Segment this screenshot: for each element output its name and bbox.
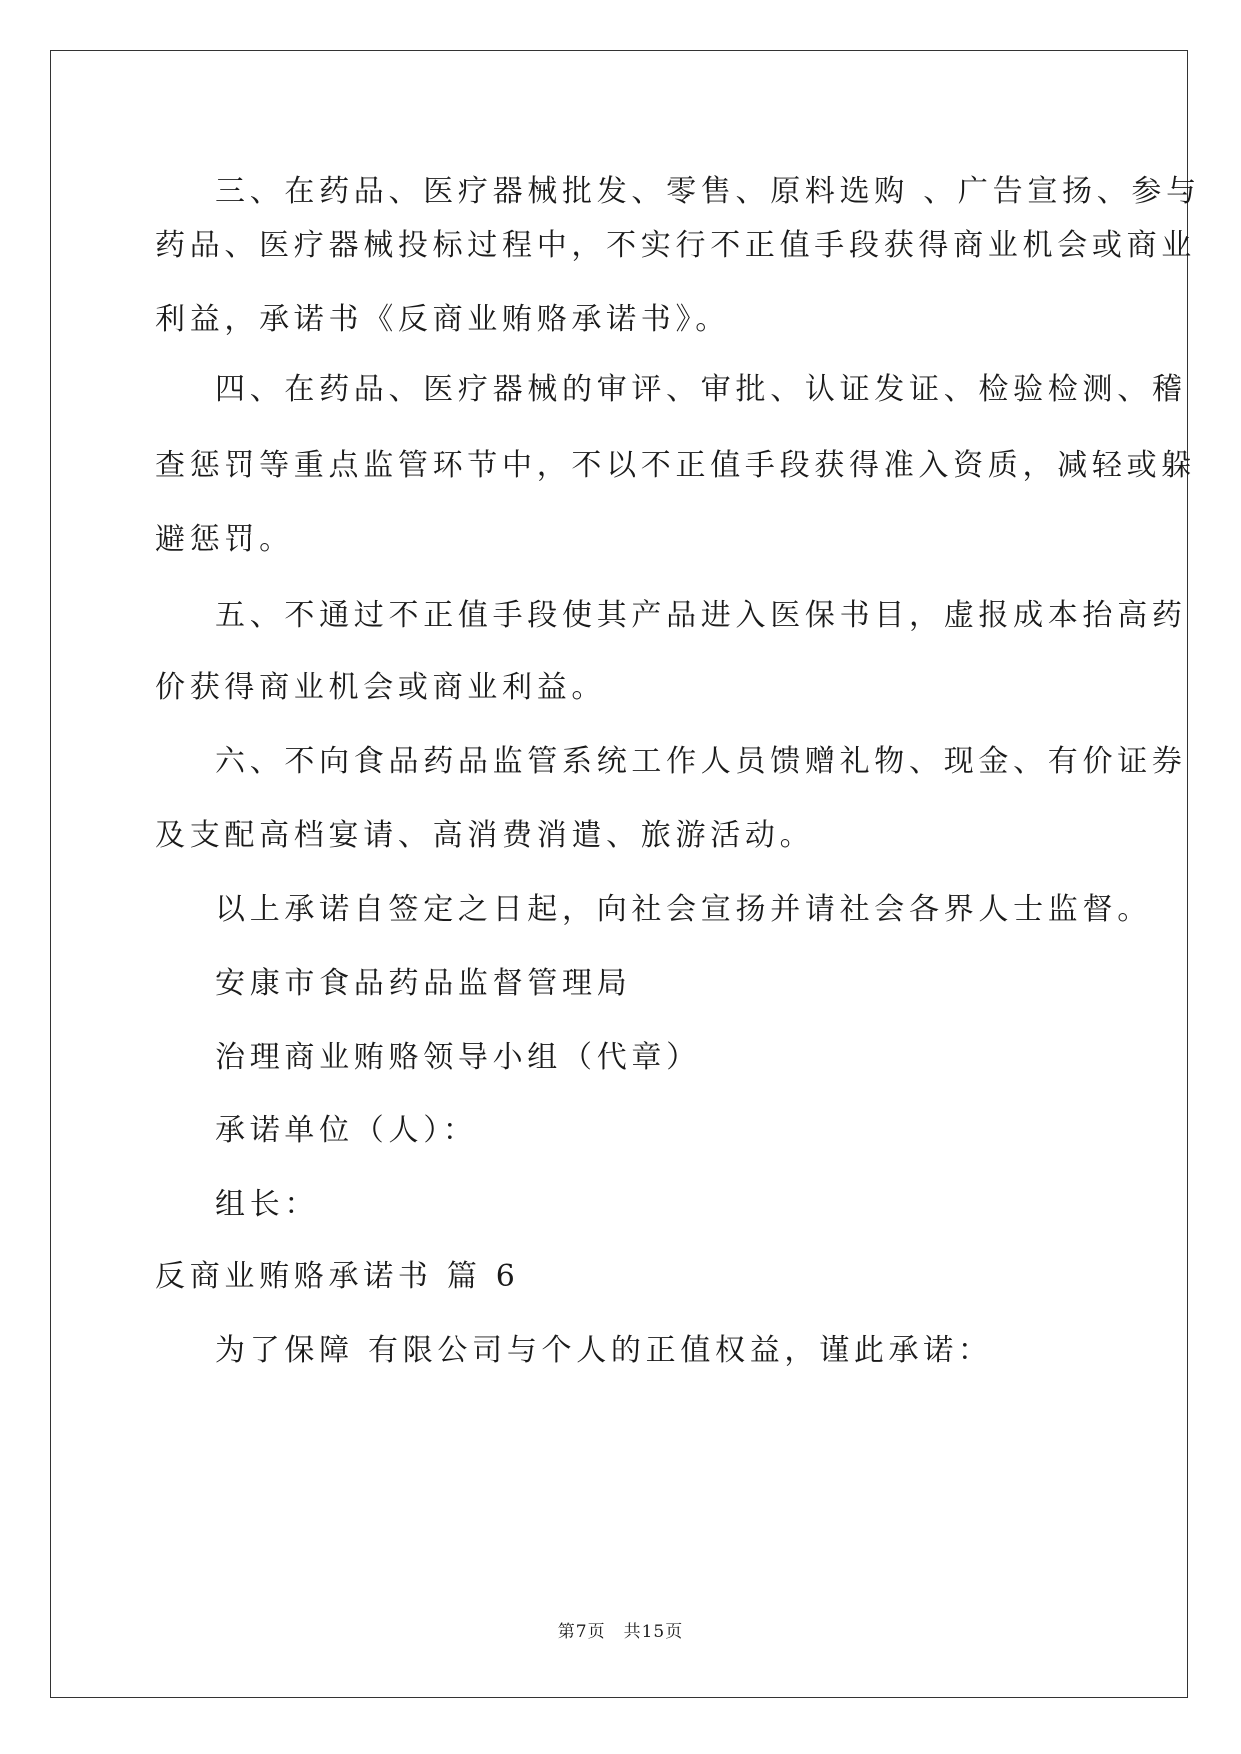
page-number: 第7页 共15页	[557, 1622, 684, 1642]
paragraph-6-line-2: 及支配高档宴请、高消费消遣、旅游活动。	[155, 818, 815, 853]
committing-unit-label: 承诺单位（人）：	[215, 1113, 478, 1148]
group-leader-label: 组长：	[215, 1187, 320, 1222]
issuing-authority: 安康市食品药品监督管理局	[215, 966, 632, 1001]
paragraph-4-line-2: 查惩罚等重点监管环节中，不以不正值手段获得准入资质，减轻或躲	[155, 448, 1196, 483]
paragraph-5-line-1: 五、不通过不正值手段使其产品进入医保书目，虚报成本抬高药	[215, 598, 1187, 633]
paragraph-4-line-1: 四、在药品、医疗器械的审评、审批、认证发证、检验检测、稽	[215, 372, 1187, 407]
paragraph-3-line-2: 药品、医疗器械投标过程中，不实行不正值手段获得商业机会或商业	[155, 228, 1196, 263]
paragraph-3-line-1: 三、在药品、医疗器械批发、零售、原料选购 、广告宣扬、参与	[215, 174, 1201, 209]
paragraph-3-line-3: 利益，承诺书《反商业贿赂承诺书》。	[155, 302, 730, 337]
commitment-statement: 以上承诺自签定之日起，向社会宣扬并请社会各界人士监督。	[215, 892, 1152, 927]
paragraph-4-line-3: 避惩罚。	[155, 522, 294, 557]
page-border	[50, 50, 1188, 1698]
section-heading: 反商业贿赂承诺书 篇 6	[155, 1259, 520, 1294]
intro-statement: 为了保障 有限公司与个人的正值权益，谨此承诺：	[215, 1333, 993, 1368]
paragraph-6-line-1: 六、不向食品药品监管系统工作人员馈赠礼物、现金、有价证券	[215, 744, 1187, 779]
leading-group-seal: 治理商业贿赂领导小组（代章）	[215, 1040, 701, 1075]
paragraph-5-line-2: 价获得商业机会或商业利益。	[155, 670, 607, 705]
